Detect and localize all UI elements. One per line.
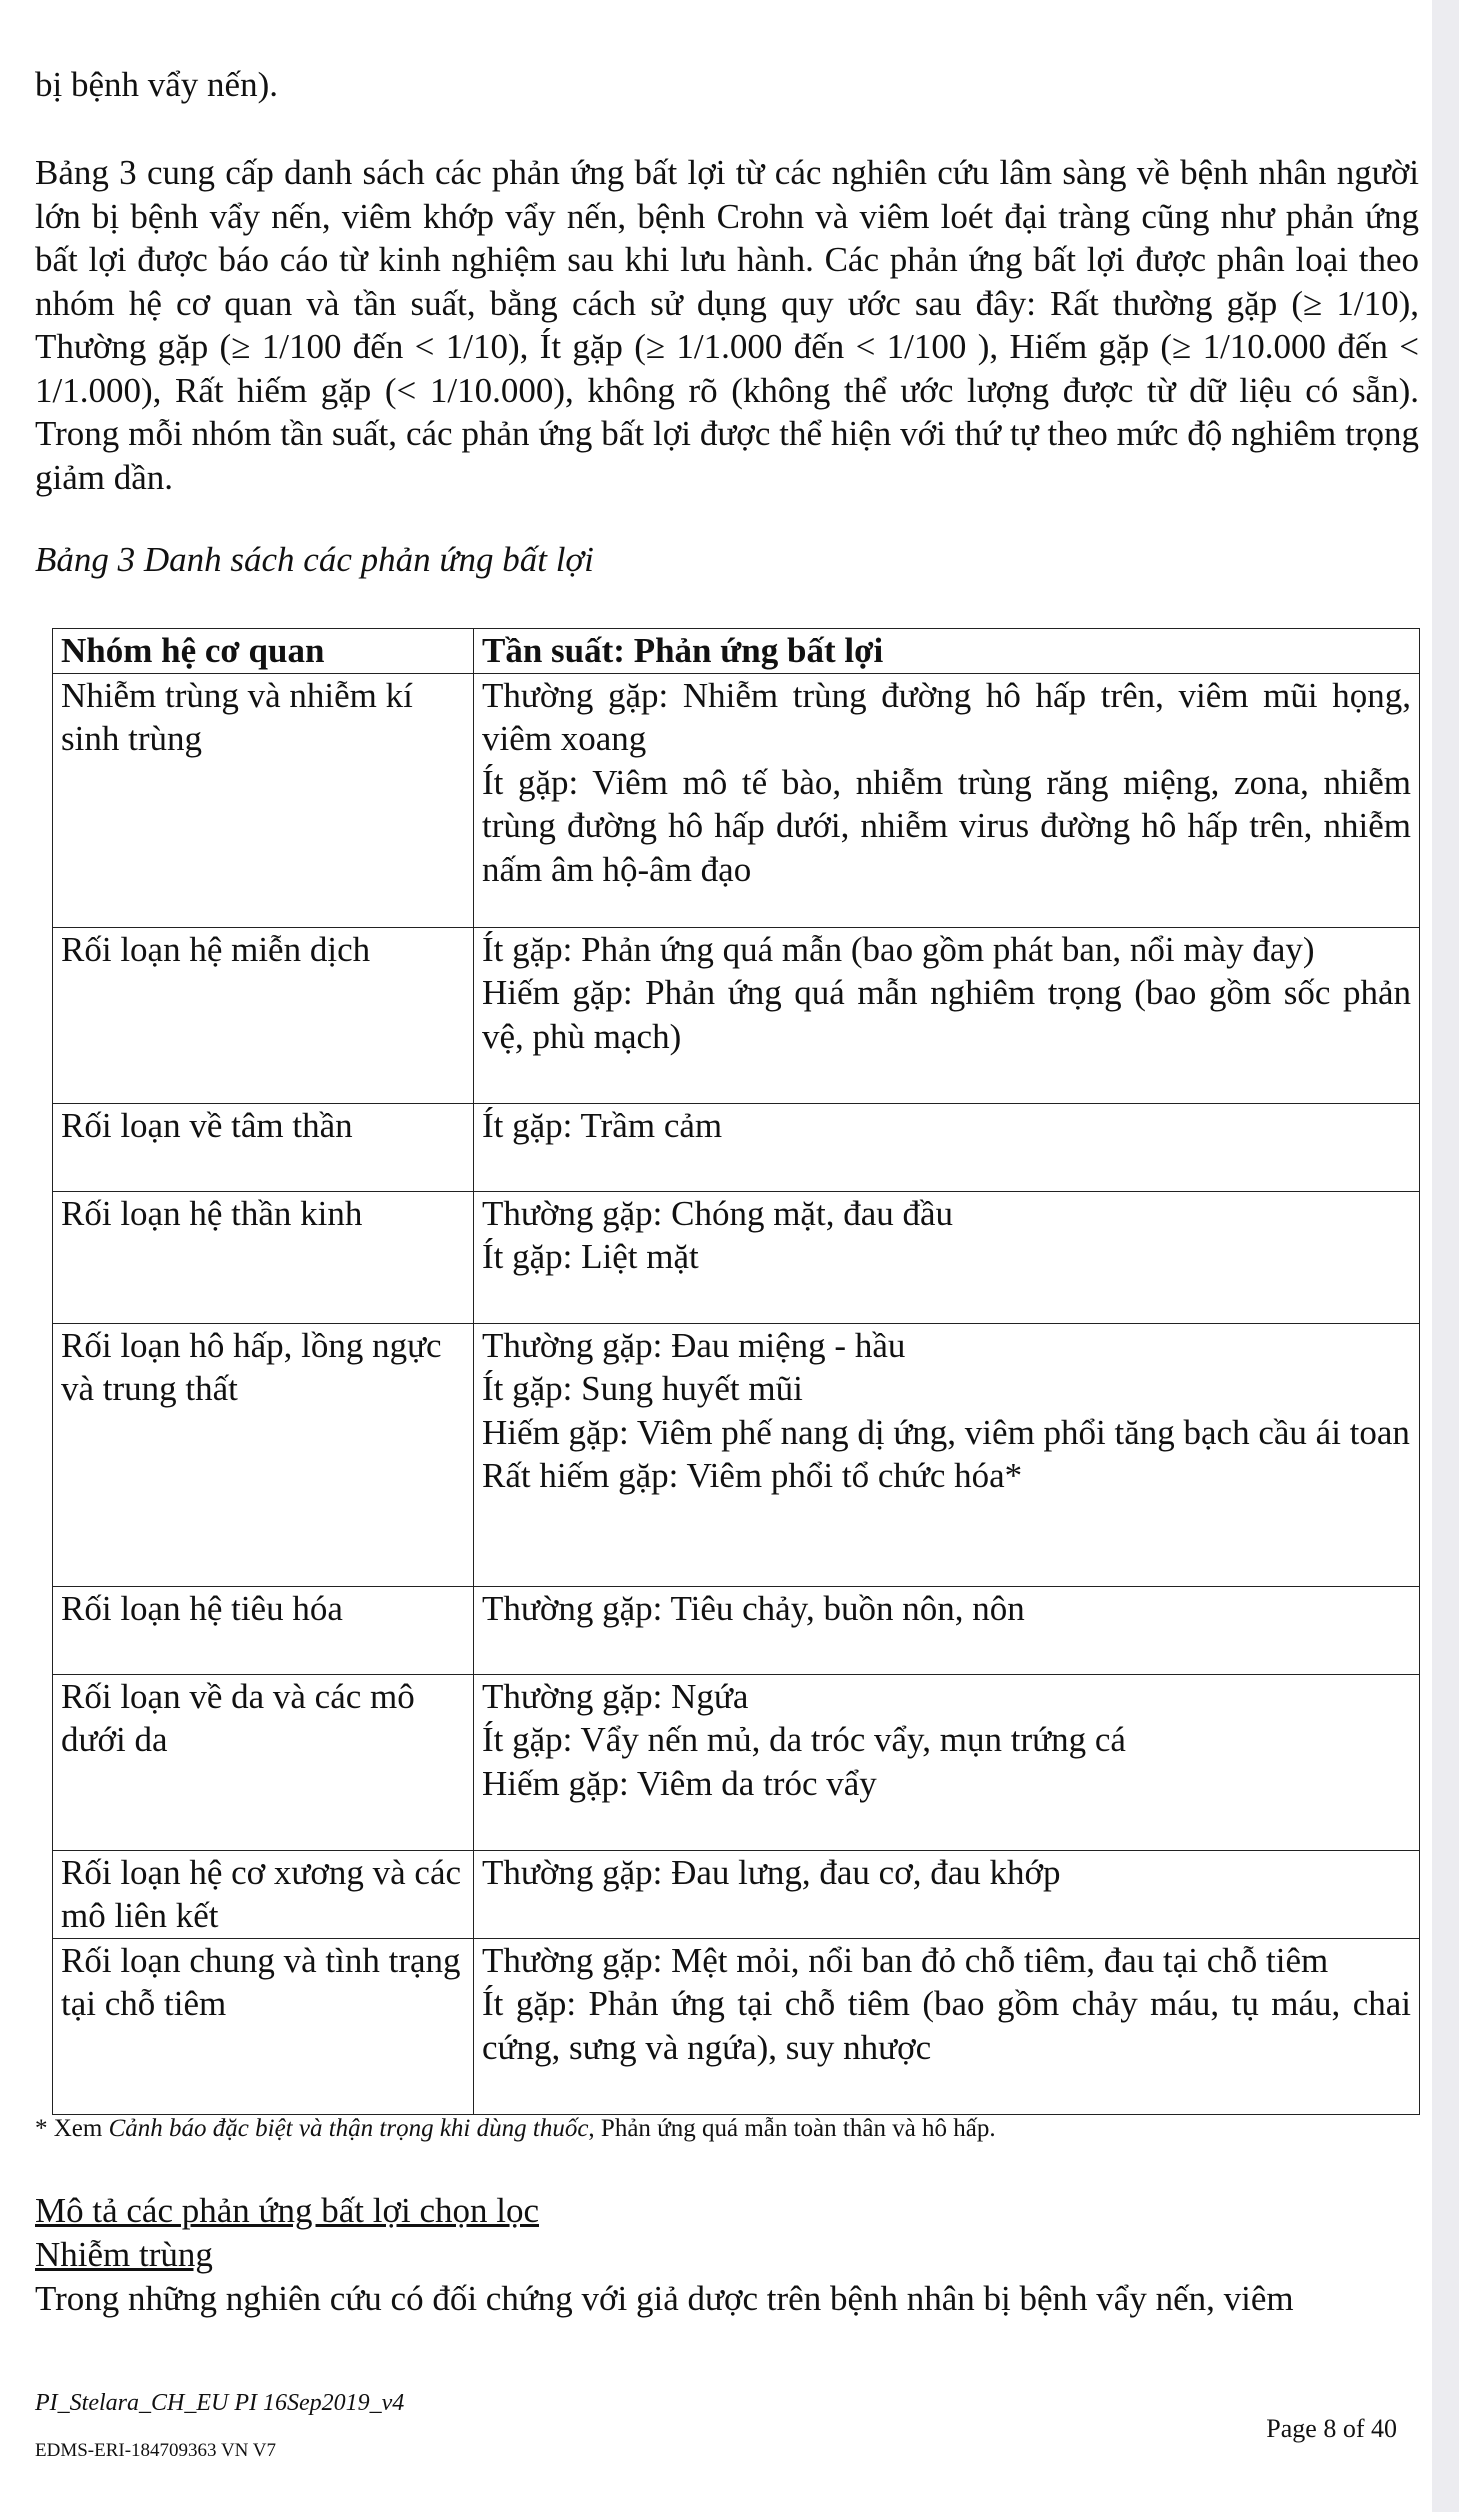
header-organ-group: Nhóm hệ cơ quan (53, 629, 474, 674)
table-footnote (35, 2113, 996, 2145)
reaction-line: Rất hiếm gặp: Viêm phổi tổ chức hóa* (482, 1456, 1023, 1495)
organ-group-cell: Rối loạn hệ thần kinh (53, 1191, 474, 1323)
reaction-line: Ít gặp: Liệt mặt (482, 1237, 699, 1276)
organ-group-cell: Rối loạn hệ tiêu hóa (53, 1586, 474, 1674)
reaction-line: Ít gặp: Vẩy nến mủ, da tróc vẩy, mụn trứng cá (482, 1720, 1126, 1759)
table-row (53, 1674, 1420, 1850)
reaction-line: Ít gặp: Viêm mô tế bào, nhiễm trùng răng miệng, zona, nhiễm trùng đường hô hấp dưới, nhiễm virus đường hô hấp trên, nhiễm nấm âm hộ-âm đạo (482, 762, 1411, 889)
reaction-line: Thường gặp: Đau miệng - hầu (482, 1325, 906, 1365)
reaction-line: Thường gặp: Tiêu chảy, buồn nôn, nôn (482, 1588, 1025, 1628)
footnote-italic: Cảnh báo đặc biệt và thận trọng khi dùng thuốc (108, 2115, 589, 2142)
reactions-cell (474, 1191, 1420, 1323)
reactions-cell (474, 1674, 1420, 1850)
header-frequency: Tần suất: Phản ứng bất lợi (474, 629, 1420, 674)
reaction-line: Ít gặp: Phản ứng quá mẫn (bao gồm phát ban, nổi mày đay) (482, 929, 1315, 969)
organ-group-cell: Rối loạn về da và các mô dưới da (53, 1674, 474, 1850)
reaction-line: Ít gặp: Phản ứng tại chỗ tiêm (bao gồm chảy máu, tụ máu, chai cứng, sưng và ngứa), suy nhược (482, 1984, 1411, 2067)
table-row (53, 1323, 1420, 1586)
paragraph-adverse-reactions-intro: Bảng 3 cung cấp danh sách các phản ứng bất lợi từ các nghiên cứu lâm sàng về bệnh nhân người lớn bị bệnh vẩy nến, viêm khớp vẩy nến, bệnh Crohn và viêm loét đại tràng cũng như phản ứng bất lợi được báo cáo từ kinh nghiệm sau khi lưu hành. Các phản ứng bất lợi được phân loại theo nhóm hệ cơ quan và tần suất, bằng cách sử dụng quy ước sau đây: Rất thường gặp (≥ 1/10), Thường gặp (≥ 1/100 đến < 1/10), Ít gặp (≥ 1/1.000 đến < 1/100 ), Hiếm gặp (≥ 1/10.000 đến < 1/1.000), Rất hiếm gặp (< 1/10.000), không rõ (không thể ước lượng được từ dữ liệu có sẵn). Trong mỗi nhóm tần suất, các phản ứng bất lợi được thể hiện với thứ tự theo mức độ nghiêm trọng giảm dần. (35, 153, 1419, 497)
reaction-line: Hiếm gặp: Viêm phế nang dị ứng, viêm phổi tăng bạch cầu ái toan (482, 1412, 1410, 1452)
reactions-cell (474, 1323, 1420, 1586)
footer-edms: EDMS-ERI-184709363 VN V7 (35, 2440, 277, 2461)
section-heading: Mô tả các phản ứng bất lợi chọn lọc (35, 2191, 539, 2230)
reactions-cell (474, 673, 1420, 927)
reaction-line: Ít gặp: Sung huyết mũi (482, 1369, 803, 1408)
reaction-line: Thường gặp: Đau lưng, đau cơ, đau khớp (482, 1852, 1061, 1892)
table-row (53, 1938, 1420, 2114)
organ-group-cell: Rối loạn hệ cơ xương và các mô liên kết (53, 1850, 474, 1938)
organ-group-cell: Nhiễm trùng và nhiễm kí sinh trùng (53, 673, 474, 927)
table-row (53, 673, 1420, 927)
reactions-cell (474, 927, 1420, 1103)
intro-text: bị bệnh vẩy nến). (35, 65, 278, 104)
reaction-line: Thường gặp: Ngứa (482, 1676, 749, 1716)
reaction-line: Hiếm gặp: Viêm da tróc vẩy (482, 1763, 877, 1803)
table-caption: Bảng 3 Danh sách các phản ứng bất lợi (35, 540, 594, 579)
footnote-suffix: , Phản ứng quá mẫn toàn thân và hô hấp. (588, 2115, 996, 2142)
table-row (53, 1191, 1420, 1323)
reaction-line: Hiếm gặp: Phản ứng quá mẫn nghiêm trọng (bao gồm sốc phản vệ, phù mạch) (482, 973, 1411, 1056)
reactions-cell (474, 1850, 1420, 1938)
reaction-line: Thường gặp: Mệt mỏi, nổi ban đỏ chỗ tiêm, đau tại chỗ tiêm (482, 1940, 1329, 1980)
subsection-heading: Nhiễm trùng (35, 2235, 213, 2274)
table-row (53, 1103, 1420, 1191)
table-header-row (53, 629, 1420, 674)
table-row (53, 1586, 1420, 1674)
organ-group-cell: Rối loạn hô hấp, lồng ngực và trung thất (53, 1323, 474, 1586)
reactions-cell (474, 1586, 1420, 1674)
table-row (53, 927, 1420, 1103)
table-row (53, 1850, 1420, 1938)
footer-page-number: Page 8 of 40 (1266, 2414, 1397, 2443)
reactions-cell (474, 1938, 1420, 2114)
reaction-line: Thường gặp: Nhiễm trùng đường hô hấp trên, viêm mũi họng, viêm xoang (482, 675, 1411, 758)
footer-doc-id: PI_Stelara_CH_EU PI 16Sep2019_v4 (35, 2390, 405, 2416)
paragraph-infections: Trong những nghiên cứu có đối chứng với giả dược trên bệnh nhân bị bệnh vẩy nến, viêm (35, 2279, 1294, 2318)
page-edge-strip (1432, 0, 1459, 2512)
reaction-line: Ít gặp: Trầm cảm (482, 1105, 723, 1145)
reactions-cell (474, 1103, 1420, 1191)
adverse-reactions-table (52, 628, 1420, 2115)
organ-group-cell: Rối loạn chung và tình trạng tại chỗ tiêm (53, 1938, 474, 2114)
organ-group-cell: Rối loạn hệ miễn dịch (53, 927, 474, 1103)
reaction-line: Thường gặp: Chóng mặt, đau đầu (482, 1193, 954, 1233)
footnote-prefix: * Xem (35, 2115, 109, 2142)
organ-group-cell: Rối loạn về tâm thần (53, 1103, 474, 1191)
